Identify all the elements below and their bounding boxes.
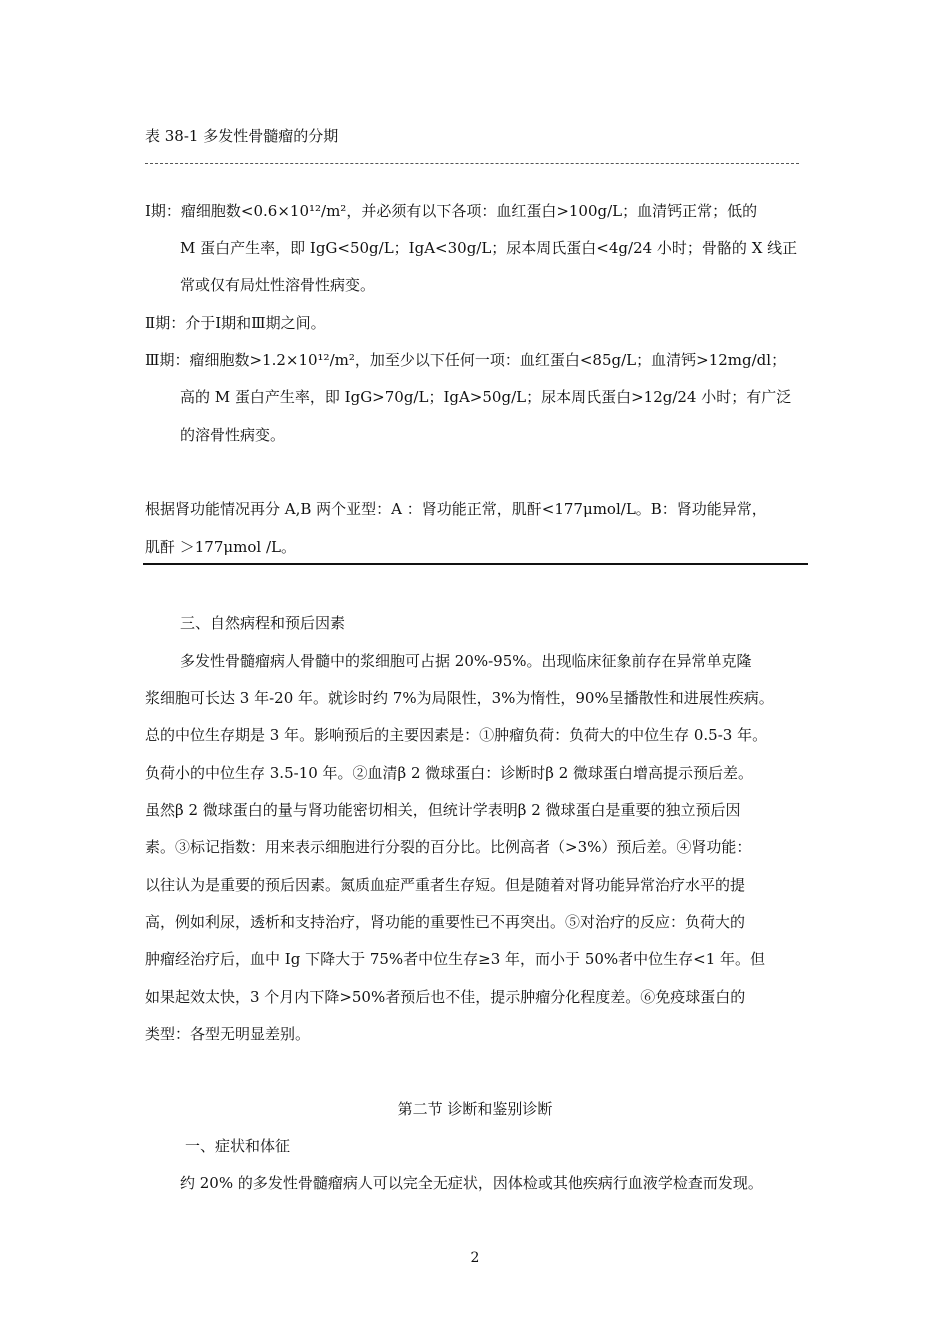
table-bottom-rule [143, 563, 808, 565]
table-top-rule [145, 163, 799, 164]
stage-1-line-2: M 蛋白产生率，即 IgG<50g/L；IgA<30g/L；尿本周氏蛋白<4g/24 小时；骨骼的 X 线正 [180, 239, 798, 257]
stage-1-line-1: Ⅰ期：瘤细胞数<0.6×10¹²/m²，并必须有以下各项：血红蛋白>100g/L；血清钙正常；低的 [145, 202, 758, 220]
section-2-title: 第二节 诊断和鉴别诊断 [397, 1100, 553, 1118]
stage-3-line-3: 的溶骨性病变。 [180, 426, 286, 444]
subtype-line-2: 肌酐 ＞177μmol /L。 [145, 538, 296, 556]
paragraph-line: 总的中位生存期是 3 年。影响预后的主要因素是：①肿瘤负荷：负荷大的中位生存 0.5-3 年。 [145, 726, 768, 744]
stage-3-line-1: Ⅲ期：瘤细胞数>1.2×10¹²/m²，加至少以下任何一项：血红蛋白<85g/L；血清钙>12mg/dl； [145, 351, 787, 369]
paragraph-line: 多发性骨髓瘤病人骨髓中的浆细胞可占据 20%-95%。出现临床征象前存在异常单克隆 [180, 652, 752, 670]
paragraph-line: 虽然β 2 微球蛋白的量与肾功能密切相关，但统计学表明β 2 微球蛋白是重要的独立预后因 [145, 801, 741, 819]
section-2-subheading: 一、症状和体征 [185, 1137, 291, 1155]
section-3-heading: 三、自然病程和预后因素 [180, 614, 346, 632]
paragraph-line: 负荷小的中位生存 3.5-10 年。②血清β 2 微球蛋白：诊断时β 2 微球蛋白增高提示预后差。 [145, 764, 754, 782]
paragraph-line: 浆细胞可长达 3 年-20 年。就诊时约 7%为局限性，3%为惰性，90%呈播散性和进展性疾病。 [145, 689, 774, 707]
stage-1-line-3: 常或仅有局灶性溶骨性病变。 [180, 276, 376, 294]
page-number: 2 [470, 1250, 480, 1266]
paragraph-line: 如果起效太快，3 个月内下降>50%者预后也不佳，提示肿瘤分化程度差。⑥免疫球蛋白的 [145, 988, 746, 1006]
section-2-line: 约 20% 的多发性骨髓瘤病人可以完全无症状，因体检或其他疾病行血液学检查而发现。 [180, 1174, 763, 1192]
subtype-line-1: 根据肾功能情况再分 A,B 两个亚型：A ：肾功能正常，肌酐<177μmol/L。B：肾功能异常， [145, 500, 767, 518]
paragraph-line: 高，例如利尿，透析和支持治疗，肾功能的重要性已不再突出。⑤对治疗的反应：负荷大的 [145, 913, 746, 931]
paragraph-line: 类型：各型无明显差别。 [145, 1025, 311, 1043]
stage-2-line: Ⅱ期：介于Ⅰ期和Ⅲ期之间。 [145, 314, 326, 332]
paragraph-line: 肿瘤经治疗后，血中 Ig 下降大于 75%者中位生存≥3 年，而小于 50%者中位生存<1 年。但 [145, 950, 766, 968]
stage-3-line-2: 高的 M 蛋白产生率，即 IgG>70g/L；IgA>50g/L；尿本周氏蛋白>12g/24 小时；有广泛 [180, 388, 792, 406]
paragraph-line: 素。③标记指数：用来表示细胞进行分裂的百分比。比例高者（>3%）预后差。④肾功能： [145, 838, 752, 856]
paragraph-line: 以往认为是重要的预后因素。氮质血症严重者生存短。但是随着对肾功能异常治疗水平的提 [145, 876, 746, 894]
table-caption: 表 38-1 多发性骨髓瘤的分期 [145, 127, 339, 145]
